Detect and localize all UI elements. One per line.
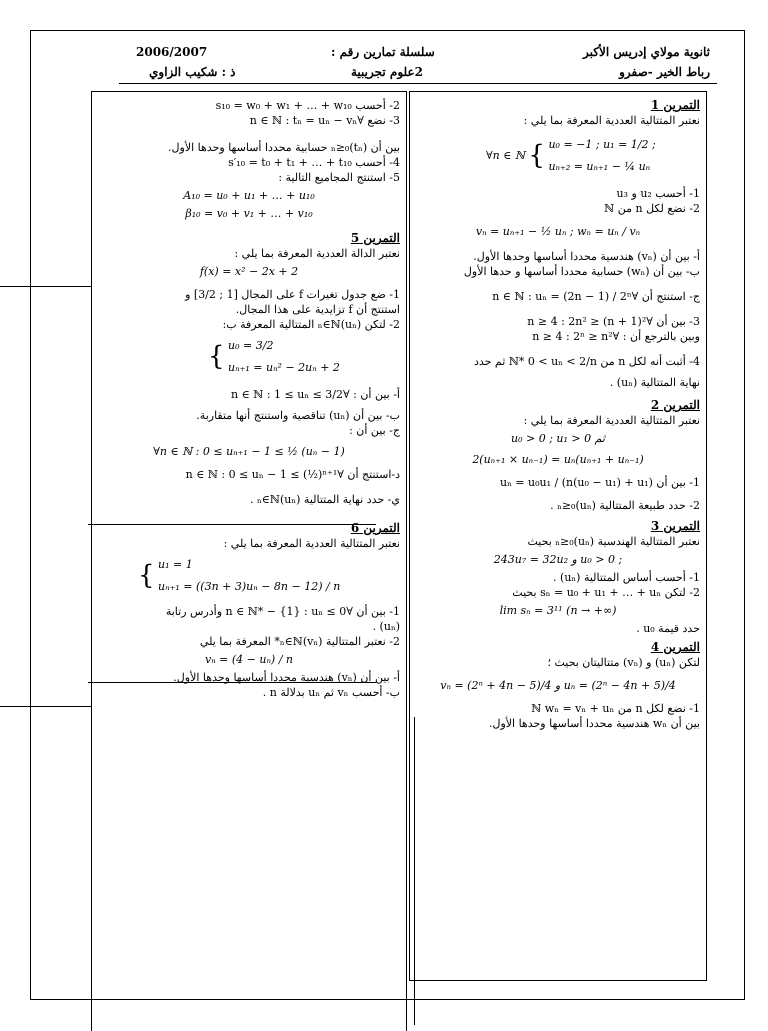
exercise-4-definition: vₙ = (2ⁿ + 4n − 5)/4 و uₙ = (2ⁿ − 4n + 5)/4 — [440, 679, 676, 692]
exercise-1-q4: 4- أثبت أنه لكل n من ℕ* 0 < uₙ < 2/n ثم حدد — [473, 355, 700, 368]
exercise-1-q2: 2- نضع لكل n من ℕ — [604, 202, 700, 215]
exercise-5-title: التمرين 5 — [350, 231, 400, 245]
exercise-1-title: التمرين 1 — [650, 98, 700, 112]
exercise-5-q1b: استنتج أن f تزايدية على هذا المجال. — [235, 303, 400, 316]
exercise-1-definition: ∀n ∈ ℕ { u₀ = −1 ; u₁ = 1/2 ; uₙ₊₂ = uₙ₊₁ − ¼ uₙ — [416, 134, 700, 178]
exercise-6-intro: نعتبر المتتالية العددية المعرفة بما يلي : — [223, 537, 400, 550]
exercise-3-q1: 1- أحسب أساس المتتالية (uₙ) . — [553, 571, 700, 584]
exercise-6-q1b: (uₙ) . — [372, 620, 400, 633]
exercise-6-q2: 2- نعتبر المتتالية (vₙ)ₙ∈ℕ* المعرفة بما يلي — [199, 635, 400, 648]
class-level: 2علوم تجريبية — [351, 65, 424, 79]
exercise-1-qa: أ- بين أن (vₙ) هندسية محددا أساسها وحدها الأول. — [473, 250, 700, 263]
teacher-name: ذ : شكيب الزاوي — [149, 65, 236, 79]
continuation-q3: 3- نضع ∀n ∈ ℕ : tₙ = uₙ − vₙ — [249, 114, 400, 127]
exercise-1-intro: نعتبر المتتالية العددية المعرفة بما يلي : — [523, 114, 700, 127]
exercise-1-q2-formula: vₙ = uₙ₊₁ − ½ uₙ ; wₙ = uₙ / vₙ — [475, 225, 641, 238]
exercise-5-intro: نعتبر الدالة العددية المعرفة بما يلي : — [234, 247, 400, 260]
exercise-2-relation: 2(uₙ₊₁ × uₙ₋₁) = uₙ(uₙ₊₁ + uₙ₋₁) — [472, 453, 644, 466]
continuation-q2: 2- أحسب s₁₀ = w₀ + w₁ + … + w₁₀ — [215, 99, 400, 112]
continuation-q4: 4- أحسب s′₁₀ = t₀ + t₁ + … + t₁₀ — [228, 156, 400, 169]
exercise-6-q1: 1- بين أن ∀n ∈ ℕ* − {1} : uₙ ≤ 0 وأدرس رتابة — [165, 605, 400, 618]
exercise-4-title: التمرين 4 — [650, 640, 700, 654]
exercise-3-q2: 2- لتكن sₙ = u₀ + u₁ + … + uₙ بحيث — [512, 586, 700, 599]
exercise-2-intro: نعتبر المتتالية العددية المعرفة بما يلي : — [523, 414, 700, 427]
continuation-q3b: بين أن (tₙ)ₙ≥₀ حسابية محددا أساسها وحدها الأول. — [168, 141, 400, 154]
exercise-5-qe: ي- حدد نهاية المتتالية (uₙ)ₙ∈ℕ . — [250, 493, 400, 506]
exercise-1-qb: ب- بين أن (wₙ) حسابية محددا أساسها و حدها الأول — [463, 265, 700, 278]
exercise-3-conditions: 243u₇ = 32u₂ و u₀ > 0 ; — [493, 553, 623, 566]
continuation-q5: 5- استنتج المجاميع التالية : — [278, 171, 400, 184]
exercise-1-q1: 1- أحسب u₂ و u₃ — [616, 187, 700, 200]
school-name: ثانوية مولاي إدريس الأكبر — [583, 45, 710, 59]
definition-initial: u₀ = −1 ; u₁ = 1/2 ; — [548, 138, 656, 151]
definition-recurrence: uₙ₊₁ = uₙ² − 2uₙ + 2 — [228, 361, 340, 374]
definition-initial: u₁ = 1 — [158, 558, 193, 571]
exercise-4-q1b: بين أن wₙ هندسية محددا أساسها وحدها الأول. — [488, 717, 700, 730]
column-divider — [414, 717, 415, 1025]
exercise-5-function: f(x) = x² − 2x + 2 — [199, 265, 299, 278]
exercise-1-q4b: نهاية المتتالية (uₙ) . — [609, 376, 700, 389]
exercise-5-qd: د-استنتج أن ∀n ∈ ℕ : 0 ≤ uₙ − 1 ≤ (½)ⁿ⁺¹ — [185, 468, 400, 481]
stray-rule — [88, 524, 376, 525]
exercise-2-q2: 2- حدد طبيعة المتتالية (uₙ)ₙ≥₀ . — [550, 499, 700, 512]
right-column — [409, 91, 707, 981]
exercise-6-qa: أ- بين أن (vₙ) هندسية محددا أساسها وحدها الأول. — [173, 671, 400, 684]
exercise-4-intro: لتكن (uₙ) و (vₙ) متتاليتان بحيث ؛ — [547, 656, 700, 669]
exercise-1-qc: ج- استنتج أن ∀n ∈ ℕ : uₙ = (2n − 1) / 2ⁿ — [492, 290, 700, 303]
stray-rule — [88, 682, 376, 683]
exercise-5-q2: 2- لتكن (uₙ)ₙ∈ℕ المتتالية المعرفة ب: — [222, 318, 400, 331]
definition-recurrence: uₙ₊₁ = ((3n + 3)uₙ − 8n − 12) / n — [158, 580, 341, 593]
exercise-5-qa: أ- بين أن : ∀n ∈ ℕ : 1 ≤ uₙ ≤ 3/2 — [231, 388, 400, 401]
worksheet-page — [30, 30, 745, 1000]
sum-a10: A₁₀ = u₀ + u₁ + … + u₁₀ — [183, 189, 315, 202]
exercise-3-q2b: حدد قيمة u₀ . — [636, 622, 700, 635]
exercise-5-definition: { u₀ = 3/2 uₙ₊₁ = uₙ² − 2uₙ + 2 — [98, 335, 400, 379]
definition-initial: u₀ = 3/2 — [228, 339, 274, 352]
exercise-6-title: التمرين 6 — [350, 521, 400, 535]
exercise-3-title: التمرين 3 — [650, 519, 700, 533]
series-title: سلسلة تمارين رقم : — [331, 45, 435, 59]
exercise-3-intro: نعتبر المتتالية الهندسية (uₙ)ₙ≥₀ بحيث — [527, 535, 700, 548]
stray-rule — [0, 286, 92, 287]
exercise-2-title: التمرين 2 — [650, 398, 700, 412]
exercise-2-q1: 1- بين أن uₙ = u₀u₁ / (n(u₀ − u₁) + u₁) — [499, 476, 700, 489]
left-column — [91, 91, 407, 1031]
exercise-6-definition: { u₁ = 1 uₙ₊₁ = ((3n + 3)uₙ − 8n − 12) / n — [98, 554, 400, 598]
exercise-1-q3: 3- بين أن ∀n ≥ 4 : 2n² ≥ (n + 1)² — [527, 315, 700, 328]
exercise-1-q3b: وبين بالترجع أن : ∀n ≥ 4 : 2ⁿ ≥ n² — [532, 330, 700, 343]
exercise-6-qb: ب- أحسب vₙ ثم uₙ بدلالة n . — [262, 686, 400, 699]
school-year: 2006/2007 — [136, 45, 208, 59]
exercise-3-limit: lim sₙ = 3¹¹ (n → +∞) — [499, 604, 617, 617]
header-rule — [119, 83, 717, 84]
definition-recurrence: uₙ₊₂ = uₙ₊₁ − ¼ uₙ — [548, 160, 651, 173]
exercise-5-qb: ب- بين أن (uₙ) تناقصية واستنتج أنها متقاربة. — [196, 409, 400, 422]
exercise-6-q2-formula: vₙ = (4 − uₙ) / n — [205, 653, 293, 666]
exercise-5-q1: 1- ضع جدول تغيرات f على المجال [1 ; 3/2] و — [185, 288, 400, 301]
school-city: رباط الخير -صفرو — [619, 65, 710, 79]
exercise-5-qc: ج- بين أن : — [349, 424, 400, 437]
exercise-5-qc-formula: ∀n ∈ ℕ : 0 ≤ uₙ₊₁ − 1 ≤ ½ (uₙ − 1) — [153, 445, 345, 458]
exercise-2-conditions: u₀ > 0 ; u₁ > 0 ثم — [511, 432, 605, 445]
stray-rule — [0, 706, 92, 707]
forall-label: ∀n ∈ ℕ — [486, 149, 525, 162]
sum-b10: β₁₀ = v₀ + v₁ + … + v₁₀ — [185, 207, 313, 220]
exercise-4-q1: 1- نضع لكل n من ℕ wₙ = vₙ + uₙ — [531, 702, 700, 715]
